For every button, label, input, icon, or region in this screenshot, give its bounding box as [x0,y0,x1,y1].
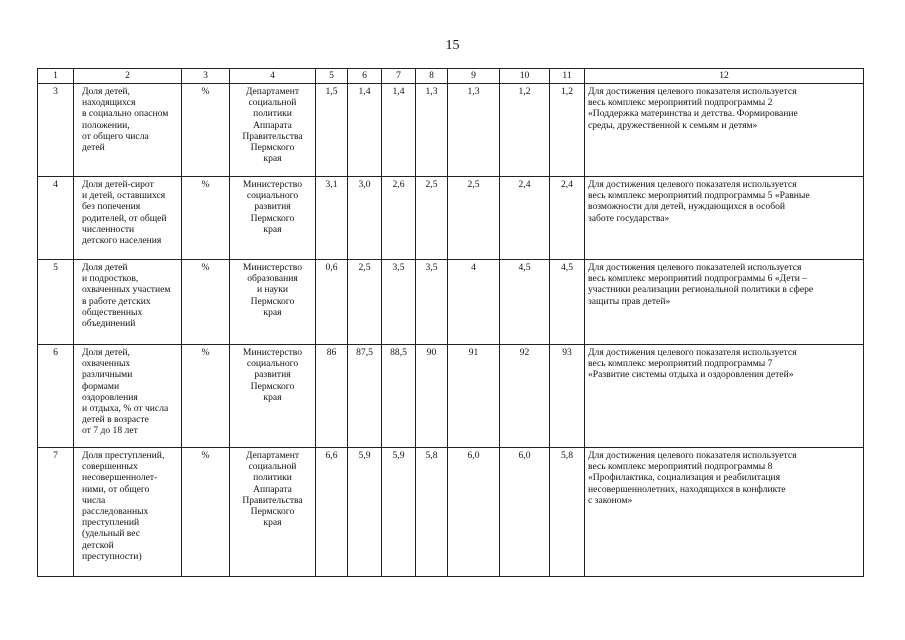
note-line: весь комплекс мероприятий подпрограммы 7 [588,358,773,370]
indicator-line: положении, [82,119,130,131]
executor-line: Пермского [250,212,295,224]
indicator-line: охваченных [82,358,131,370]
indicator-line: детской [82,539,114,551]
header-cell: 10 [500,69,550,84]
note-line: Для достижения целевого показателя используется [588,450,797,461]
note-line: Для достижения целевого показателя используется [588,86,797,97]
note-line: с законом» [588,494,633,506]
executor-line: Правительства [242,130,303,142]
table-row [38,84,864,177]
value-cell: 92 [500,345,550,448]
value-cell: 6,0 [500,448,550,577]
executor-line: Министерство [242,347,303,358]
indicator-line: и подростков, [82,273,139,285]
value-cell: 4 [448,260,500,345]
note-line: «Развитие системы отдыха и оздоровления детей» [588,369,794,381]
value-cell: 3,5 [416,260,448,345]
note-line: Для достижения целевого показателя используется [588,179,797,190]
table-row [38,260,864,345]
value-cell: 3,1 [316,177,348,260]
header-cell: 1 [38,69,74,84]
note-cell [585,260,864,345]
note-line: весь комплекс мероприятий подпрограммы 5 «Равные [588,190,810,202]
note-cell [585,448,864,577]
note-line: «Профилактика, социализация и реабилитация [588,472,781,484]
unit-cell: % [182,177,230,260]
indicator-line: Доля детей [82,262,128,273]
indicator-line: от общего числа [82,130,149,142]
indicator-line: оздоровления [82,391,138,403]
value-cell: 4,5 [500,260,550,345]
value-cell: 1,4 [348,84,382,177]
indicator-line: преступности) [82,550,142,562]
executor-line: Департамент [245,450,300,461]
executor-cell [230,260,316,345]
indicator-line: в работе детских [82,295,151,307]
executor-line: Аппарата [253,483,292,495]
executor-line: Министерство [242,262,303,273]
value-cell: 87,5 [348,345,382,448]
value-cell: 90 [416,345,448,448]
value-cell: 2,4 [550,177,585,260]
note-line: весь комплекс мероприятий подпрограммы 8 [588,461,773,473]
header-cell: 11 [550,69,585,84]
executor-line: Пермского [250,142,295,154]
executor-line: Пермского [250,295,295,307]
indicator-line: охваченных участием [82,284,171,296]
value-cell: 2,4 [500,177,550,260]
indicator-line: (удельный вес [82,528,141,540]
indicator-line: ними, от общего [82,483,150,495]
value-cell: 1,3 [416,84,448,177]
header-cell: 12 [585,69,864,84]
indicators-table [37,68,864,577]
note-line: защиты прав детей» [588,295,671,307]
executor-line: социального [246,358,299,370]
note-line: возможности для детей, нуждающихся в особой [588,201,786,213]
value-cell: 2,5 [416,177,448,260]
indicator-line: Доля преступлений, [82,450,165,461]
executor-line: политики [253,472,292,484]
indicator-cell [74,177,182,260]
header-row [38,69,864,84]
value-cell: 5,9 [348,448,382,577]
indicator-line: формами [82,380,120,392]
indicator-line: в социально опасном [82,108,169,120]
value-cell: 3,5 [382,260,416,345]
table-row [38,448,864,577]
indicator-line: расследованных [82,506,149,518]
header-cell: 2 [74,69,182,84]
indicator-line: детей в возрасте [82,414,149,426]
indicator-line: и детей, оставшихся [82,190,166,202]
value-cell: 0,6 [316,260,348,345]
value-cell: 6,6 [316,448,348,577]
note-cell [585,177,864,260]
executor-line: Аппарата [253,119,292,131]
value-cell: 1,2 [550,84,585,177]
note-line: Для достижения целевого показателей используется [588,262,802,273]
indicator-cell [74,345,182,448]
executor-line: края [263,306,282,318]
value-cell: 4,5 [550,260,585,345]
executor-line: социального [246,190,299,202]
note-line: весь комплекс мероприятий подпрограммы 2 [588,97,773,109]
indicator-line: преступлений [82,517,140,529]
indicator-line: различными [82,369,133,381]
indicator-line: численности [82,223,135,235]
executor-line: Пермского [250,380,295,392]
value-cell: 88,5 [382,345,416,448]
note-line: участники реализации региональной политики в сфере [588,284,814,296]
row-number-cell: 3 [38,84,74,177]
note-line: среды, дружественной к семьям и детям» [588,119,758,131]
note-line: несовершеннолетних, находящихся в конфликте [588,483,786,495]
header-cell: 9 [448,69,500,84]
header-cell: 8 [416,69,448,84]
note-line: Для достижения целевого показателя используется [588,347,797,358]
executor-cell [230,345,316,448]
row-number-cell: 7 [38,448,74,577]
indicator-line: совершенных [82,461,138,473]
indicator-line: родителей, от общей [82,212,167,224]
header-cell: 5 [316,69,348,84]
executor-line: образования [247,273,298,285]
unit-cell: % [182,448,230,577]
indicator-line: объединений [82,318,136,330]
note-line: «Поддержка материнства и детства. Формирование [588,108,798,120]
executor-line: края [263,153,282,165]
value-cell: 1,5 [316,84,348,177]
indicator-line: числа [82,494,106,506]
executor-cell [230,177,316,260]
executor-line: Правительства [242,494,303,506]
indicator-line: общественных [82,306,143,318]
row-number-cell: 6 [38,345,74,448]
executor-line: социальной [248,461,297,473]
value-cell: 86 [316,345,348,448]
table-row [38,345,864,448]
note-line: заботе государства» [588,212,670,224]
value-cell: 5,8 [416,448,448,577]
unit-cell: % [182,84,230,177]
row-number-cell: 4 [38,177,74,260]
row-number-cell: 5 [38,260,74,345]
indicator-line: без попечения [82,201,141,213]
executor-line: Министерство [242,179,303,190]
page-number: 15 [445,38,460,53]
executor-line: Департамент [245,86,300,97]
unit-cell: % [182,345,230,448]
executor-line: Пермского [250,506,295,518]
value-cell: 1,3 [448,84,500,177]
indicator-line: находящихся [82,97,136,109]
value-cell: 1,2 [500,84,550,177]
executor-line: развития [254,369,291,381]
indicator-line: Доля детей-сирот [82,179,154,190]
executor-cell [230,84,316,177]
executor-cell [230,448,316,577]
value-cell: 93 [550,345,585,448]
table-row [38,177,864,260]
executor-line: края [263,223,282,235]
indicator-line: и отдыха, % от числа [82,403,169,415]
indicator-line: несовершеннолет- [82,472,158,484]
value-cell: 1,4 [382,84,416,177]
indicator-cell [74,260,182,345]
value-cell: 2,5 [348,260,382,345]
indicator-cell [74,448,182,577]
indicator-line: детей [82,142,105,154]
header-cell: 7 [382,69,416,84]
note-cell [585,84,864,177]
indicator-cell [74,84,182,177]
indicator-line: детского населения [82,235,162,247]
executor-line: края [263,517,282,529]
value-cell: 5,9 [382,448,416,577]
header-cell: 6 [348,69,382,84]
value-cell: 5,8 [550,448,585,577]
value-cell: 3,0 [348,177,382,260]
indicator-line: Доля детей, [82,347,130,358]
header-cell: 4 [230,69,316,84]
value-cell: 2,6 [382,177,416,260]
note-cell [585,345,864,448]
unit-cell: % [182,260,230,345]
value-cell: 91 [448,345,500,448]
indicator-line: Доля детей, [82,86,130,97]
executor-line: социальной [248,97,297,109]
value-cell: 6,0 [448,448,500,577]
executor-line: политики [253,108,292,120]
note-line: весь комплекс мероприятий подпрограммы 6 «Дети – [588,273,808,285]
executor-line: и науки [256,284,289,296]
executor-line: края [263,391,282,403]
value-cell: 2,5 [448,177,500,260]
indicator-line: от 7 до 18 лет [82,425,138,437]
header-cell: 3 [182,69,230,84]
executor-line: развития [254,201,291,213]
